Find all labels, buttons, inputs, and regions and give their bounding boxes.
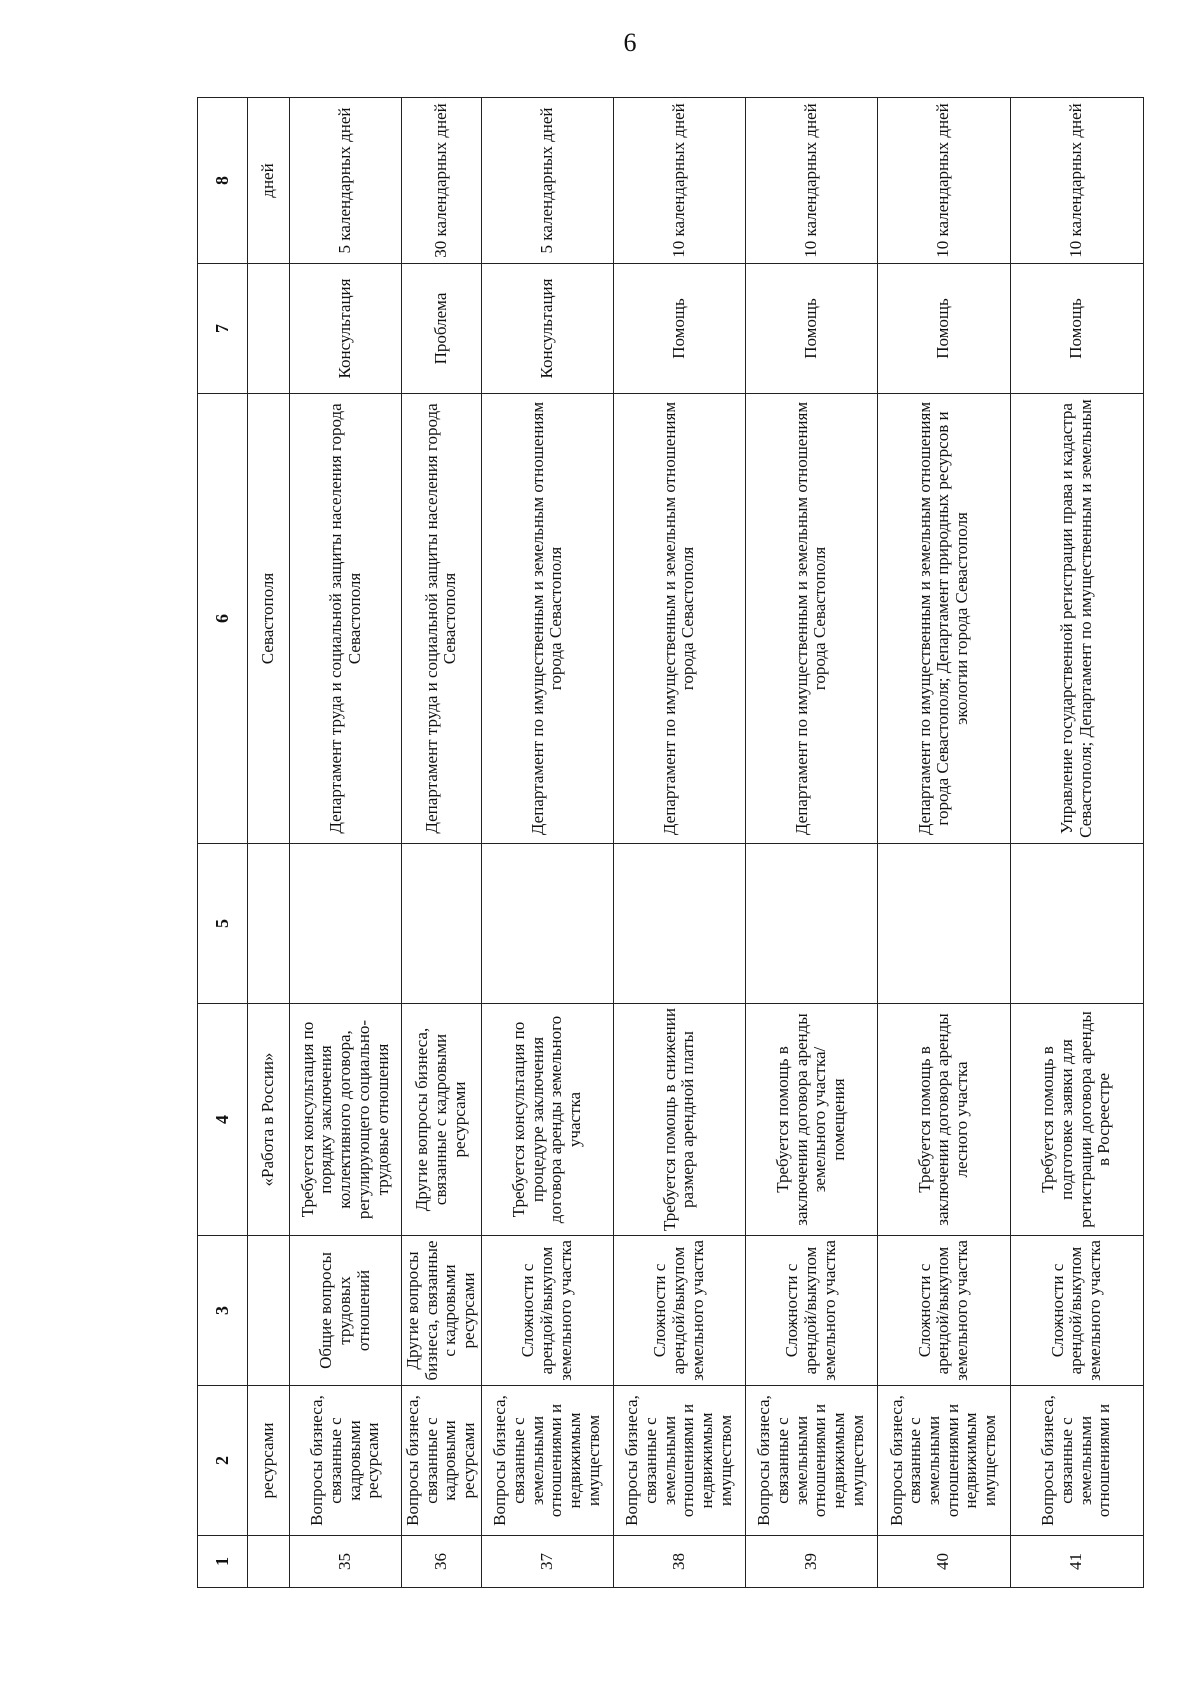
table-cell: Вопросы бизнеса, связанные с кадровыми ресурсами xyxy=(290,1386,402,1536)
table-cell xyxy=(481,844,613,1004)
table-cell: Сложности с арендой/выкупом земельного участка xyxy=(481,1236,613,1386)
table-cell xyxy=(248,844,290,1004)
table-cell: Департамент по имущественным и земельным отношениям города Севастополя xyxy=(481,394,613,844)
table-cell: Требуется помощь в подготовке заявки для регистрации договора аренды в Росреестре xyxy=(1010,1004,1143,1236)
table-cell: Консультация xyxy=(481,264,613,394)
table-cell: 5 календарных дней xyxy=(481,98,613,264)
row-number: 41 xyxy=(1010,1536,1143,1588)
table-cell: Вопросы бизнеса, связанные с земельными отношениями и недвижимым имуществом xyxy=(613,1386,745,1536)
table-row xyxy=(290,98,402,1588)
table-cell: 5 календарных дней xyxy=(290,98,402,264)
row-number: 40 xyxy=(877,1536,1010,1588)
table-row xyxy=(481,98,613,1588)
rotated-table-container xyxy=(197,98,1132,1588)
table-cell: 30 календарных дней xyxy=(402,98,482,264)
table-cell: Помощь xyxy=(877,264,1010,394)
row-number: 39 xyxy=(745,1536,877,1588)
table-cell: Сложности с арендой/выкупом земельного участка xyxy=(1010,1236,1143,1386)
table-cell: Требуется помощь в заключении договора аренды земельного участка/помещения xyxy=(745,1004,877,1236)
table-cell xyxy=(613,844,745,1004)
table-cell: 10 календарных дней xyxy=(745,98,877,264)
row-number: 37 xyxy=(481,1536,613,1588)
table-cell: Проблема xyxy=(402,264,482,394)
table-cell: Департамент по имущественным и земельным отношениям города Севастополя; Департамент природных ресурсов и экологии города Севастополя xyxy=(877,394,1010,844)
row-number: 38 xyxy=(613,1536,745,1588)
table-cell xyxy=(248,1536,290,1588)
header-cell: 2 xyxy=(198,1386,248,1536)
table-cell: Требуется консультация по порядку заключения коллективного договора, регулирующего социально-трудовые отношения xyxy=(290,1004,402,1236)
header-cell: 4 xyxy=(198,1004,248,1236)
table-cell: Консультация xyxy=(290,264,402,394)
table-cell: Департамент по имущественным и земельным отношениям города Севастополя xyxy=(745,394,877,844)
data-table xyxy=(197,97,1144,1588)
header-cell: 7 xyxy=(198,264,248,394)
table-cell: Требуется помощь в заключении договора аренды лесного участка xyxy=(877,1004,1010,1236)
table-cell: Вопросы бизнеса, связанные с земельными отношениями и xyxy=(1010,1386,1143,1536)
table-cell: ресурсами xyxy=(248,1386,290,1536)
table-header-row xyxy=(198,98,248,1588)
table-cell: Вопросы бизнеса, связанные с кадровыми ресурсами xyxy=(402,1386,482,1536)
table-row xyxy=(1010,98,1143,1588)
table-cell: Общие вопросы трудовых отношений xyxy=(290,1236,402,1386)
table-row xyxy=(613,98,745,1588)
header-cell: 3 xyxy=(198,1236,248,1386)
row-number: 36 xyxy=(402,1536,482,1588)
table-cell: Департамент по имущественным и земельным отношениям города Севастополя xyxy=(613,394,745,844)
table-cell: Вопросы бизнеса, связанные с земельными отношениями и недвижимым имуществом xyxy=(745,1386,877,1536)
table-cell: Сложности с арендой/выкупом земельного участка xyxy=(613,1236,745,1386)
table-row xyxy=(402,98,482,1588)
table-cell xyxy=(877,844,1010,1004)
table-cell: Сложности с арендой/выкупом земельного участка xyxy=(877,1236,1010,1386)
table-frame xyxy=(197,98,1132,1588)
table-cell xyxy=(1010,844,1143,1004)
header-cell: 8 xyxy=(198,98,248,264)
table-cell: «Работа в России» xyxy=(248,1004,290,1236)
table-cell: Требуется помощь в снижении размера арендной платы xyxy=(613,1004,745,1236)
table-cell: Требуется консультация по процедуре заключения договора аренды земельного участка xyxy=(481,1004,613,1236)
header-cell: 6 xyxy=(198,394,248,844)
table-cell xyxy=(248,1236,290,1386)
header-cell: 1 xyxy=(198,1536,248,1588)
table-cell xyxy=(248,264,290,394)
table-cell: Департамент труда и социальной защиты населения города Севастополя xyxy=(290,394,402,844)
table-cell: Вопросы бизнеса, связанные с земельными отношениями и недвижимым имуществом xyxy=(877,1386,1010,1536)
table-cell: Другие вопросы бизнеса, связанные с кадровыми ресурсами xyxy=(402,1236,482,1386)
table-cell: дней xyxy=(248,98,290,264)
table-cell: Помощь xyxy=(613,264,745,394)
page-number: 6 xyxy=(623,28,637,57)
table-cell: 10 календарных дней xyxy=(613,98,745,264)
table-cell: 10 календарных дней xyxy=(877,98,1010,264)
table-cell: Вопросы бизнеса, связанные с земельными отношениями и недвижимым имуществом xyxy=(481,1386,613,1536)
table-cell: Департамент труда и социальной защиты населения города Севастополя xyxy=(402,394,482,844)
table-cell xyxy=(402,844,482,1004)
table-row xyxy=(745,98,877,1588)
row-number: 35 xyxy=(290,1536,402,1588)
table-row xyxy=(877,98,1010,1588)
header-cell: 5 xyxy=(198,844,248,1004)
table-cell: 10 календарных дней xyxy=(1010,98,1143,264)
table-cell: Управление государственной регистрации права и кадастра Севастополя; Департамент по имущественным и земельным xyxy=(1010,394,1143,844)
table-cell: Помощь xyxy=(745,264,877,394)
table-cell: Помощь xyxy=(1010,264,1143,394)
table-cell: Сложности с арендой/выкупом земельного участка xyxy=(745,1236,877,1386)
continuation-row xyxy=(248,98,290,1588)
table-cell: Другие вопросы бизнеса, связанные с кадровыми ресурсами xyxy=(402,1004,482,1236)
table-cell xyxy=(290,844,402,1004)
table-cell xyxy=(745,844,877,1004)
table-cell: Севастополя xyxy=(248,394,290,844)
